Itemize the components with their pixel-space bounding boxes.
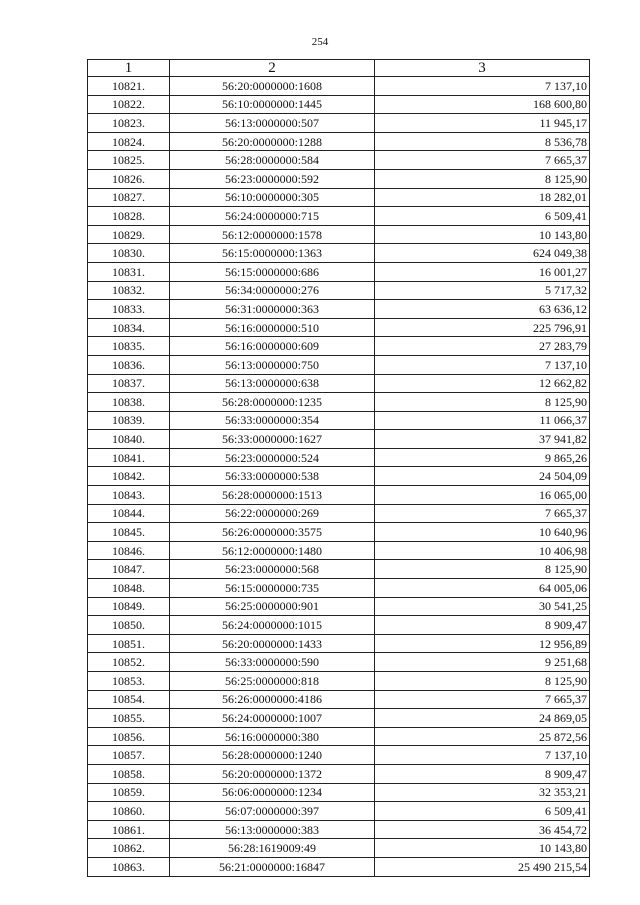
row-number-cell: 10834.: [88, 318, 170, 337]
cadastral-number-cell: 56:23:0000000:568: [170, 560, 375, 579]
value-cell: 30 541,25: [375, 597, 590, 616]
table-row: [88, 634, 590, 653]
cadastral-number-cell: 56:22:0000000:269: [170, 504, 375, 523]
cadastral-number-cell: 56:12:0000000:1480: [170, 541, 375, 560]
row-number-cell: 10827.: [88, 188, 170, 207]
cadastral-number-cell: 56:16:0000000:380: [170, 727, 375, 746]
row-number-cell: 10855.: [88, 709, 170, 728]
row-number-cell: 10840.: [88, 430, 170, 449]
cadastral-number-cell: 56:23:0000000:592: [170, 169, 375, 188]
row-number-cell: 10856.: [88, 727, 170, 746]
value-cell: 12 956,89: [375, 634, 590, 653]
cadastral-number-cell: 56:24:0000000:1015: [170, 616, 375, 635]
table-row: [88, 839, 590, 858]
cadastral-number-cell: 56:25:0000000:818: [170, 672, 375, 691]
table-row: [88, 486, 590, 505]
cadastral-number-cell: 56:15:0000000:686: [170, 262, 375, 281]
row-number-cell: 10845.: [88, 523, 170, 542]
table-row: [88, 337, 590, 356]
cadastral-number-cell: 56:10:0000000:1445: [170, 95, 375, 114]
value-cell: 7 665,37: [375, 151, 590, 170]
value-cell: 5 717,32: [375, 281, 590, 300]
row-number-cell: 10822.: [88, 95, 170, 114]
table-row: [88, 579, 590, 598]
cadastral-number-cell: 56:15:0000000:735: [170, 579, 375, 598]
row-number-cell: 10859.: [88, 783, 170, 802]
cadastral-number-cell: 56:07:0000000:397: [170, 802, 375, 821]
cadastral-number-cell: 56:12:0000000:1578: [170, 225, 375, 244]
table-row: [88, 504, 590, 523]
row-number-cell: 10846.: [88, 541, 170, 560]
row-number-cell: 10839.: [88, 411, 170, 430]
value-cell: 8 536,78: [375, 132, 590, 151]
row-number-cell: 10833.: [88, 300, 170, 319]
table-row: [88, 820, 590, 839]
row-number-cell: 10852.: [88, 653, 170, 672]
table-row: [88, 207, 590, 226]
row-number-cell: 10828.: [88, 207, 170, 226]
table-row: [88, 393, 590, 412]
value-cell: 8 125,90: [375, 393, 590, 412]
value-cell: 16 065,00: [375, 486, 590, 505]
table-row: [88, 672, 590, 691]
cadastral-number-cell: 56:33:0000000:590: [170, 653, 375, 672]
row-number-cell: 10863.: [88, 857, 170, 876]
column-header-3: 3: [375, 60, 590, 77]
cadastral-number-cell: 56:28:0000000:1235: [170, 393, 375, 412]
row-number-cell: 10847.: [88, 560, 170, 579]
row-number-cell: 10841.: [88, 448, 170, 467]
table-row: [88, 318, 590, 337]
table-body: [88, 77, 590, 877]
table-row: [88, 541, 590, 560]
row-number-cell: 10862.: [88, 839, 170, 858]
value-cell: 11 066,37: [375, 411, 590, 430]
row-number-cell: 10851.: [88, 634, 170, 653]
value-cell: 37 941,82: [375, 430, 590, 449]
cadastral-number-cell: 56:23:0000000:524: [170, 448, 375, 467]
cadastral-number-cell: 56:06:0000000:1234: [170, 783, 375, 802]
row-number-cell: 10861.: [88, 820, 170, 839]
value-cell: 7 137,10: [375, 77, 590, 96]
table-row: [88, 709, 590, 728]
column-header-2: 2: [170, 60, 375, 77]
row-number-cell: 10853.: [88, 672, 170, 691]
value-cell: 7 665,37: [375, 504, 590, 523]
table-row: [88, 448, 590, 467]
value-cell: 8 125,90: [375, 672, 590, 691]
table-row: [88, 374, 590, 393]
value-cell: 10 143,80: [375, 225, 590, 244]
cadastral-number-cell: 56:28:0000000:1240: [170, 746, 375, 765]
table-row: [88, 430, 590, 449]
cadastral-number-cell: 56:34:0000000:276: [170, 281, 375, 300]
row-number-cell: 10824.: [88, 132, 170, 151]
table-row: [88, 77, 590, 96]
cadastral-number-cell: 56:13:0000000:638: [170, 374, 375, 393]
value-cell: 18 282,01: [375, 188, 590, 207]
value-cell: 25 872,56: [375, 727, 590, 746]
row-number-cell: 10849.: [88, 597, 170, 616]
table-row: [88, 616, 590, 635]
value-cell: 8 125,90: [375, 560, 590, 579]
cadastral-number-cell: 56:33:0000000:538: [170, 467, 375, 486]
table-row: [88, 262, 590, 281]
cadastral-number-cell: 56:24:0000000:1007: [170, 709, 375, 728]
cadastral-number-cell: 56:20:0000000:1288: [170, 132, 375, 151]
row-number-cell: 10858.: [88, 764, 170, 783]
value-cell: 7 137,10: [375, 746, 590, 765]
table-row: [88, 764, 590, 783]
value-cell: 9 865,26: [375, 448, 590, 467]
cadastral-number-cell: 56:13:0000000:507: [170, 114, 375, 133]
table-row: [88, 690, 590, 709]
table-row: [88, 300, 590, 319]
value-cell: 8 125,90: [375, 169, 590, 188]
row-number-cell: 10830.: [88, 244, 170, 263]
value-cell: 7 665,37: [375, 690, 590, 709]
value-cell: 9 251,68: [375, 653, 590, 672]
value-cell: 36 454,72: [375, 820, 590, 839]
row-number-cell: 10821.: [88, 77, 170, 96]
table-row: [88, 560, 590, 579]
row-number-cell: 10854.: [88, 690, 170, 709]
table-row: [88, 355, 590, 374]
table-row: [88, 653, 590, 672]
row-number-cell: 10857.: [88, 746, 170, 765]
cadastral-number-cell: 56:13:0000000:383: [170, 820, 375, 839]
value-cell: 10 143,80: [375, 839, 590, 858]
value-cell: 11 945,17: [375, 114, 590, 133]
table-row: [88, 151, 590, 170]
page-number: 254: [311, 36, 329, 48]
table-row: [88, 727, 590, 746]
cadastral-number-cell: 56:26:0000000:4186: [170, 690, 375, 709]
table-row: [88, 169, 590, 188]
cadastral-number-cell: 56:25:0000000:901: [170, 597, 375, 616]
table-row: [88, 467, 590, 486]
cadastral-number-cell: 56:13:0000000:750: [170, 355, 375, 374]
cadastral-number-cell: 56:16:0000000:609: [170, 337, 375, 356]
row-number-cell: 10835.: [88, 337, 170, 356]
table-row: [88, 188, 590, 207]
row-number-cell: 10837.: [88, 374, 170, 393]
value-cell: 24 869,05: [375, 709, 590, 728]
row-number-cell: 10832.: [88, 281, 170, 300]
table-row: [88, 114, 590, 133]
value-cell: 32 353,21: [375, 783, 590, 802]
cadastral-number-cell: 56:21:0000000:16847: [170, 857, 375, 876]
value-cell: 8 909,47: [375, 616, 590, 635]
cadastral-number-cell: 56:26:0000000:3575: [170, 523, 375, 542]
row-number-cell: 10823.: [88, 114, 170, 133]
cadastral-number-cell: 56:20:0000000:1608: [170, 77, 375, 96]
header-row: [88, 60, 590, 77]
cadastral-number-cell: 56:15:0000000:1363: [170, 244, 375, 263]
row-number-cell: 10844.: [88, 504, 170, 523]
row-number-cell: 10831.: [88, 262, 170, 281]
row-number-cell: 10850.: [88, 616, 170, 635]
table-row: [88, 746, 590, 765]
cadastral-number-cell: 56:28:0000000:1513: [170, 486, 375, 505]
value-cell: 10 640,96: [375, 523, 590, 542]
cadastral-number-cell: 56:28:0000000:584: [170, 151, 375, 170]
table-header: [88, 60, 590, 77]
row-number-cell: 10829.: [88, 225, 170, 244]
value-cell: 225 796,91: [375, 318, 590, 337]
table-row: [88, 597, 590, 616]
cadastral-number-cell: 56:24:0000000:715: [170, 207, 375, 226]
row-number-cell: 10836.: [88, 355, 170, 374]
row-number-cell: 10848.: [88, 579, 170, 598]
cadastral-number-cell: 56:33:0000000:354: [170, 411, 375, 430]
table-row: [88, 783, 590, 802]
value-cell: 64 005,06: [375, 579, 590, 598]
value-cell: 27 283,79: [375, 337, 590, 356]
cadastral-number-cell: 56:33:0000000:1627: [170, 430, 375, 449]
row-number-cell: 10825.: [88, 151, 170, 170]
value-cell: 16 001,27: [375, 262, 590, 281]
table-row: [88, 802, 590, 821]
column-header-1: 1: [88, 60, 170, 77]
row-number-cell: 10860.: [88, 802, 170, 821]
cadastral-number-cell: 56:10:0000000:305: [170, 188, 375, 207]
table-row: [88, 225, 590, 244]
value-cell: 24 504,09: [375, 467, 590, 486]
value-cell: 8 909,47: [375, 764, 590, 783]
value-cell: 7 137,10: [375, 355, 590, 374]
row-number-cell: 10838.: [88, 393, 170, 412]
table-row: [88, 411, 590, 430]
row-number-cell: 10826.: [88, 169, 170, 188]
cadastral-number-cell: 56:20:0000000:1372: [170, 764, 375, 783]
table-row: [88, 523, 590, 542]
value-cell: 6 509,41: [375, 802, 590, 821]
cadastral-number-cell: 56:20:0000000:1433: [170, 634, 375, 653]
table-row: [88, 132, 590, 151]
value-cell: 12 662,82: [375, 374, 590, 393]
table-row: [88, 281, 590, 300]
cadastral-number-cell: 56:16:0000000:510: [170, 318, 375, 337]
value-cell: 25 490 215,54: [375, 857, 590, 876]
row-number-cell: 10843.: [88, 486, 170, 505]
cadastral-number-cell: 56:28:1619009:49: [170, 839, 375, 858]
value-cell: 63 636,12: [375, 300, 590, 319]
cadastral-table: [87, 59, 590, 877]
cadastral-number-cell: 56:31:0000000:363: [170, 300, 375, 319]
table-row: [88, 244, 590, 263]
value-cell: 168 600,80: [375, 95, 590, 114]
table-row: [88, 95, 590, 114]
value-cell: 10 406,98: [375, 541, 590, 560]
table-row: [88, 857, 590, 876]
value-cell: 6 509,41: [375, 207, 590, 226]
value-cell: 624 049,38: [375, 244, 590, 263]
row-number-cell: 10842.: [88, 467, 170, 486]
